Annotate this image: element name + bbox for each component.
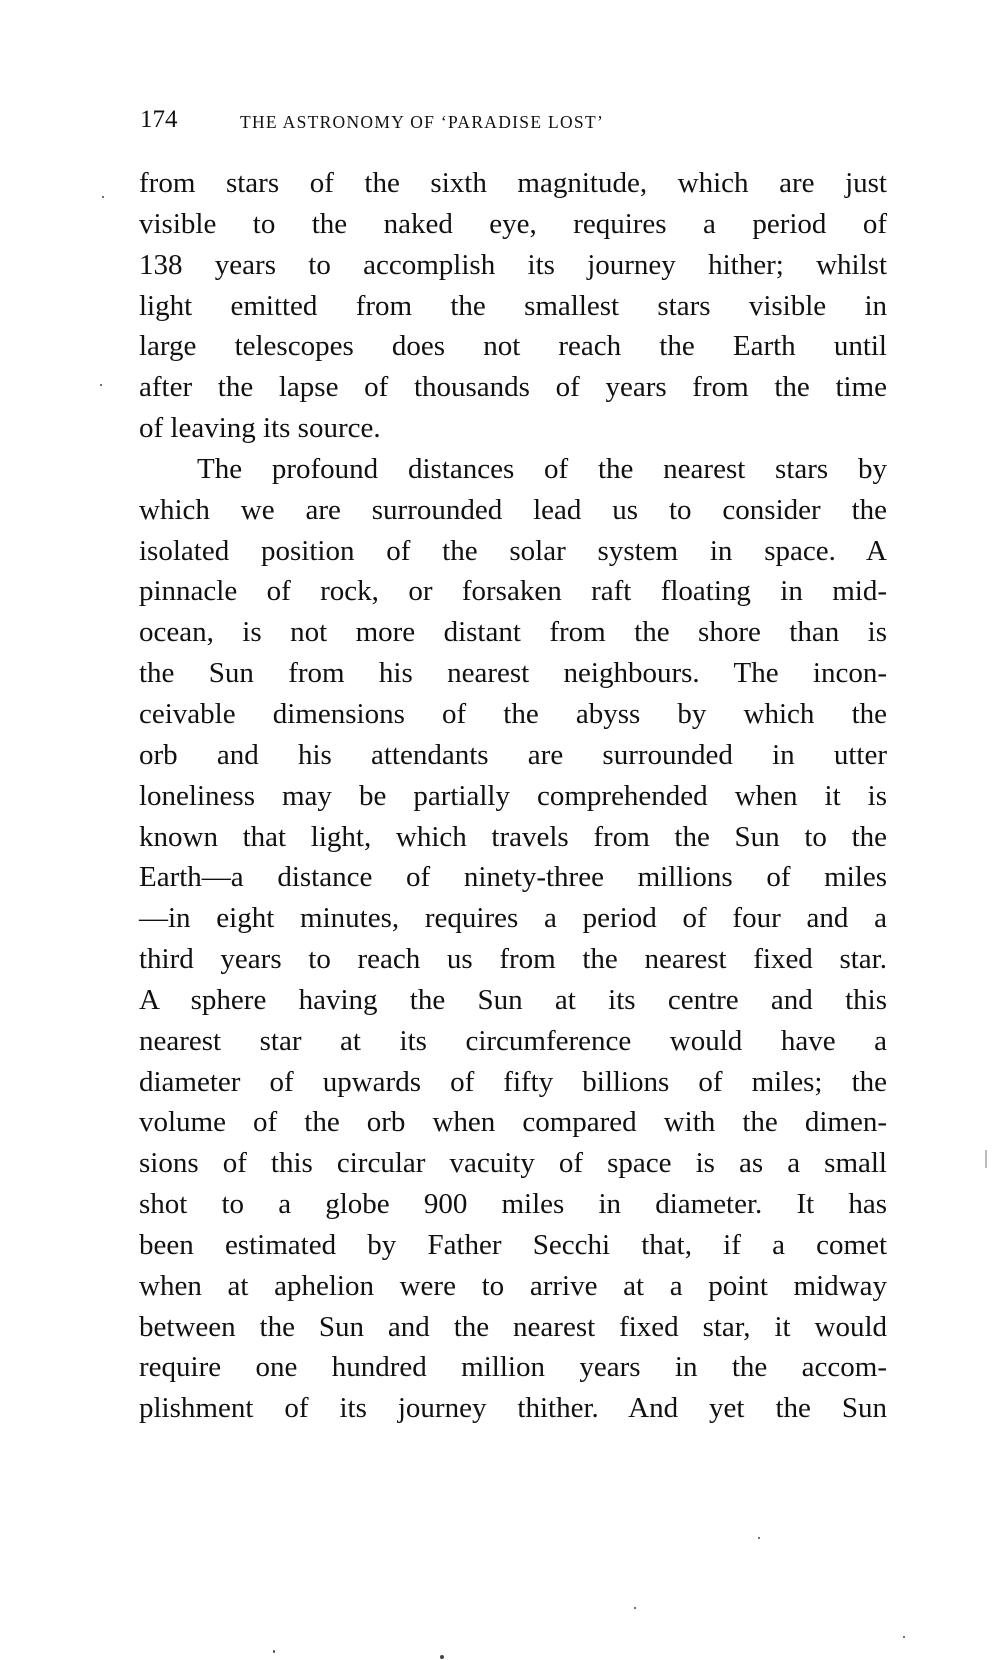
text-line: light emitted from the smallest stars visible in <box>139 289 887 322</box>
text-line: when at aphelion were to arrive at a point midway <box>139 1269 887 1302</box>
text-line: diameter of upwards of fifty billions of miles; the <box>139 1065 887 1098</box>
text-line: orb and his attendants are surrounded in utter <box>139 738 887 771</box>
paragraph <box>139 449 887 1429</box>
page-number: 174 <box>140 106 178 133</box>
text-line: require one hundred million years in the accom- <box>139 1351 887 1384</box>
scan-speck <box>102 196 104 198</box>
scan-speck <box>634 1607 636 1609</box>
text-line: —in eight minutes, requires a period of four and a <box>139 902 887 935</box>
text-line: sions of this circular vacuity of space is as a small <box>139 1147 887 1180</box>
scan-speck <box>903 1636 905 1638</box>
text-line: which we are surrounded lead us to consider the <box>139 493 887 526</box>
text-line: volume of the orb when compared with the dimen- <box>139 1106 887 1139</box>
paragraph <box>139 163 887 449</box>
text-line: 138 years to accomplish its journey hither; whilst <box>139 248 887 281</box>
scan-speck <box>273 1650 275 1653</box>
body-text <box>139 163 887 1429</box>
text-line: Earth—a distance of ninety-three millions of miles <box>139 861 887 894</box>
text-line: shot to a globe 900 miles in diameter. It has <box>139 1188 887 1221</box>
text-line: from stars of the sixth magnitude, which are just <box>139 167 887 199</box>
text-line: visible to the naked eye, requires a period of <box>139 207 887 240</box>
text-line: after the lapse of thousands of years from the time <box>139 371 887 404</box>
text-line: loneliness may be partially comprehended when it is <box>139 779 887 812</box>
text-line: The profound distances of the nearest stars by <box>197 452 887 485</box>
text-line: nearest star at its circumference would have a <box>139 1024 887 1057</box>
text-line: the Sun from his nearest neighbours. The incon- <box>139 657 887 690</box>
text-line: of leaving its source. <box>139 412 381 445</box>
text-line: ocean, is not more distant from the shore than is <box>139 616 887 649</box>
scan-speck <box>100 384 102 386</box>
running-head <box>140 100 900 140</box>
scan-speck <box>440 1655 444 1659</box>
scan-speck <box>758 1537 760 1539</box>
text-line: between the Sun and the nearest fixed star, it would <box>139 1310 887 1343</box>
text-line: large telescopes does not reach the Earth until <box>139 330 887 363</box>
text-line: A sphere having the Sun at its centre and this <box>139 983 887 1016</box>
text-line: been estimated by Father Secchi that, if a comet <box>139 1228 887 1261</box>
text-line: pinnacle of rock, or forsaken raft floating in mid- <box>139 575 887 608</box>
text-line: third years to reach us from the nearest fixed star. <box>139 943 887 976</box>
text-line: isolated position of the solar system in space. A <box>139 534 887 567</box>
running-title: THE ASTRONOMY OF ‘PARADISE LOST’ <box>240 112 605 132</box>
text-line: known that light, which travels from the Sun to the <box>139 820 887 853</box>
text-line: plishment of its journey thither. And yet the Sun <box>139 1392 887 1425</box>
scan-speck <box>985 1150 987 1168</box>
text-line: ceivable dimensions of the abyss by which the <box>139 697 887 730</box>
